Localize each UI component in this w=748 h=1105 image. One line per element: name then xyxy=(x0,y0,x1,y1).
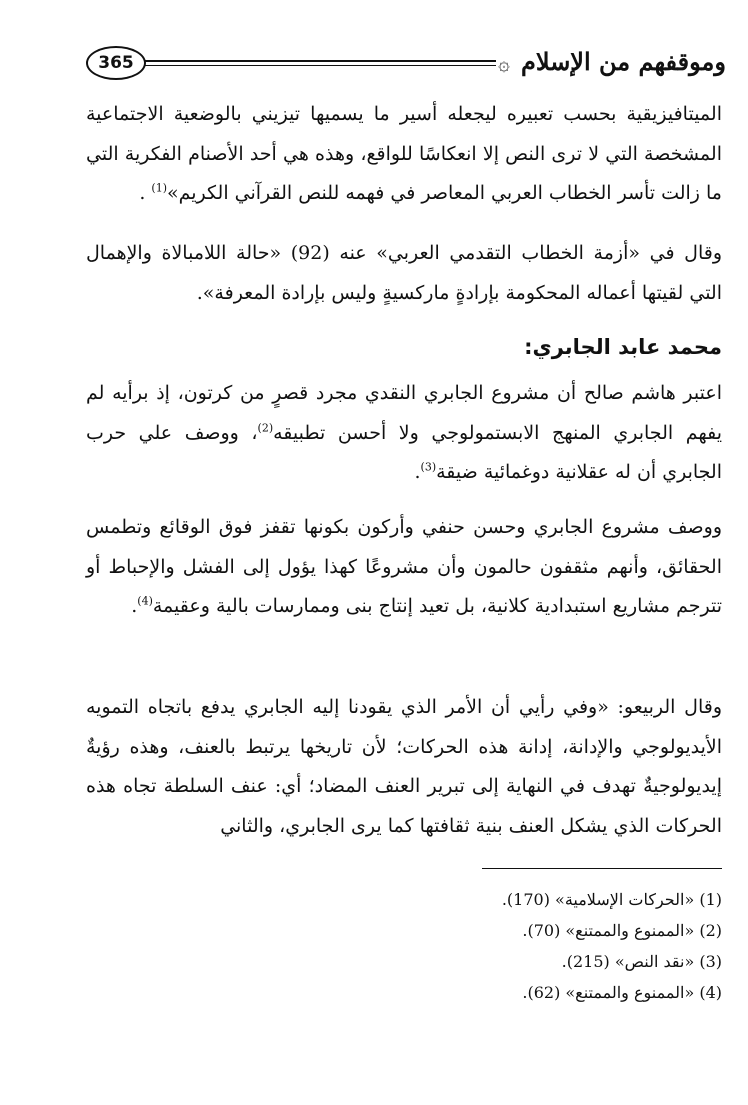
page-number: 365 xyxy=(86,46,146,80)
paragraph-1-end: . xyxy=(139,182,152,204)
ornament-icon: ۞ xyxy=(498,51,510,75)
paragraph-5-text: وقال الربيعو: «وفي رأيي أن الأمر الذي يقودنا إليه الجابري يدفع باتجاه التمويه الأيديولوجي والإدانة، إدانة هذه الحركات؛ لأن تاريخها يرتبط بالعنف، وهذه رؤيةٌ إيديولوجيةٌ تهدف في النهاية إلى تبرير العنف المضاد؛ أي: عنف السلطة تجاه هذه الحركات الذي يشكل العنف بنية ثقافتها كما يرى الجابري، والثاني xyxy=(86,696,722,837)
paragraph-4 xyxy=(86,508,722,627)
paragraph-3-text: اعتبر هاشم صالح أن مشروع الجابري النقدي مجرد قصرٍ من كرتون، إذ برأيه لم يفهم الجابري المنهج الابستمولوجي ولا أحسن تطبيقه xyxy=(86,382,722,444)
paragraph-5 xyxy=(86,688,722,846)
running-title: وموقفهم من الإسلام xyxy=(521,47,726,76)
paragraph-4-text: ووصف مشروع الجابري وحسن حنفي وأركون بكونها تقفز فوق الوقائع وتطمس الحقائق، وأنهم مثقفون حالمون وأن مشروعًا كهذا يؤول إلى الفشل والإحباط أو تترجم مشاريع استبدادية كلانية، بل تعيد إنتاج بنى وممارسات بالية وعقيمة xyxy=(86,516,722,617)
footnote-1: (1) «الحركات الإسلامية» (170). xyxy=(501,890,722,909)
footnote-ref-4[interactable]: (4) xyxy=(137,594,153,608)
footnote-ref-1[interactable]: (1) xyxy=(151,181,167,195)
paragraph-2 xyxy=(86,234,722,313)
paragraph-3-mid: ، ووصف علي حرب الجابري أن له عقلانية دوغمائية ضيقة xyxy=(86,421,722,483)
paragraph-4-end: . xyxy=(131,595,138,617)
footnote-ref-2[interactable]: (2) xyxy=(257,421,274,435)
header-rule xyxy=(140,60,496,62)
paragraph-3 xyxy=(86,374,722,493)
section-heading: محمد عابد الجابري: xyxy=(524,335,722,359)
footnote-ref-3[interactable]: (3) xyxy=(420,460,437,474)
header-rule-thin xyxy=(140,65,496,66)
page-header xyxy=(86,38,726,88)
paragraph-1-text: الميتافيزيقية بحسب تعبيره ليجعله أسير ما يسميها تيزيني بالوضعية الاجتماعية المشخصة التي لا ترى النص إلا انعكاسًا للواقع، وهذه هي أحد الأصنام الفكرية التي ما زالت تأسر الخطاب العربي المعاصر في فهمه للنص القرآني الكريم» xyxy=(86,103,722,204)
paragraph-1 xyxy=(86,95,722,214)
paragraph-3-end: . xyxy=(414,461,421,483)
footnote-separator xyxy=(482,868,722,869)
footnote-2: (2) «الممنوع والممتنع» (70). xyxy=(522,921,722,940)
footnote-4: (4) «الممنوع والممتنع» (62). xyxy=(522,983,722,1002)
paragraph-2-text: وقال في «أزمة الخطاب التقدمي العربي» عنه (92) «حالة اللامبالاة والإهمال التي لقيتها أعماله المحكومة بإرادةٍ ماركسيةٍ وليس بإرادة المعرفة». xyxy=(86,242,722,304)
footnotes xyxy=(86,884,722,1008)
footnote-3: (3) «نقد النص» (215). xyxy=(561,952,722,971)
